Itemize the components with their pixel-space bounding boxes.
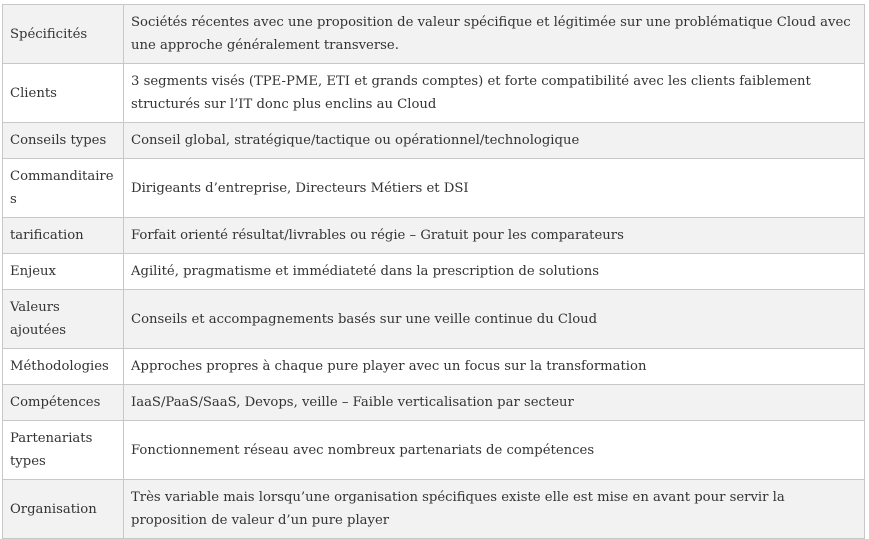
row-value: Dirigeants d’entreprise, Directeurs Métiers et DSI	[124, 159, 865, 218]
row-value: 3 segments visés (TPE-PME, ETI et grands comptes) et forte compatibilité avec les clients faiblement structurés sur l’IT donc plus enclins au Cloud	[124, 64, 865, 123]
table-row	[3, 421, 865, 480]
row-value: Agilité, pragmatisme et immédiateté dans la prescription de solutions	[124, 254, 865, 290]
row-label: Commanditaires	[3, 159, 124, 218]
row-value: Très variable mais lorsqu’une organisation spécifiques existe elle est mise en avant pour servir la proposition de valeur d’un pure player	[124, 480, 865, 539]
table-row	[3, 159, 865, 218]
row-label: Compétences	[3, 385, 124, 421]
row-label: Partenariats types	[3, 421, 124, 480]
row-value: Fonctionnement réseau avec nombreux partenariats de compétences	[124, 421, 865, 480]
table-row	[3, 254, 865, 290]
table-row	[3, 218, 865, 254]
table-row	[3, 5, 865, 64]
row-label: Enjeux	[3, 254, 124, 290]
table-row	[3, 123, 865, 159]
row-value: IaaS/PaaS/SaaS, Devops, veille – Faible verticalisation par secteur	[124, 385, 865, 421]
table-row	[3, 480, 865, 539]
spec-table-container	[2, 4, 865, 539]
spec-table	[2, 4, 865, 539]
table-row	[3, 349, 865, 385]
row-value: Approches propres à chaque pure player avec un focus sur la transformation	[124, 349, 865, 385]
table-row	[3, 290, 865, 349]
spec-table-body	[3, 5, 865, 539]
row-label: Valeurs ajoutées	[3, 290, 124, 349]
table-row	[3, 64, 865, 123]
row-value: Forfait orienté résultat/livrables ou régie – Gratuit pour les comparateurs	[124, 218, 865, 254]
row-label: Clients	[3, 64, 124, 123]
row-label: Organisation	[3, 480, 124, 539]
row-label: Conseils types	[3, 123, 124, 159]
row-label: Spécificités	[3, 5, 124, 64]
row-value: Conseils et accompagnements basés sur une veille continue du Cloud	[124, 290, 865, 349]
row-label: tarification	[3, 218, 124, 254]
row-label: Méthodologies	[3, 349, 124, 385]
row-value: Sociétés récentes avec une proposition de valeur spécifique et légitimée sur une problématique Cloud avec une approche généralement transverse.	[124, 5, 865, 64]
row-value: Conseil global, stratégique/tactique ou opérationnel/technologique	[124, 123, 865, 159]
table-row	[3, 385, 865, 421]
